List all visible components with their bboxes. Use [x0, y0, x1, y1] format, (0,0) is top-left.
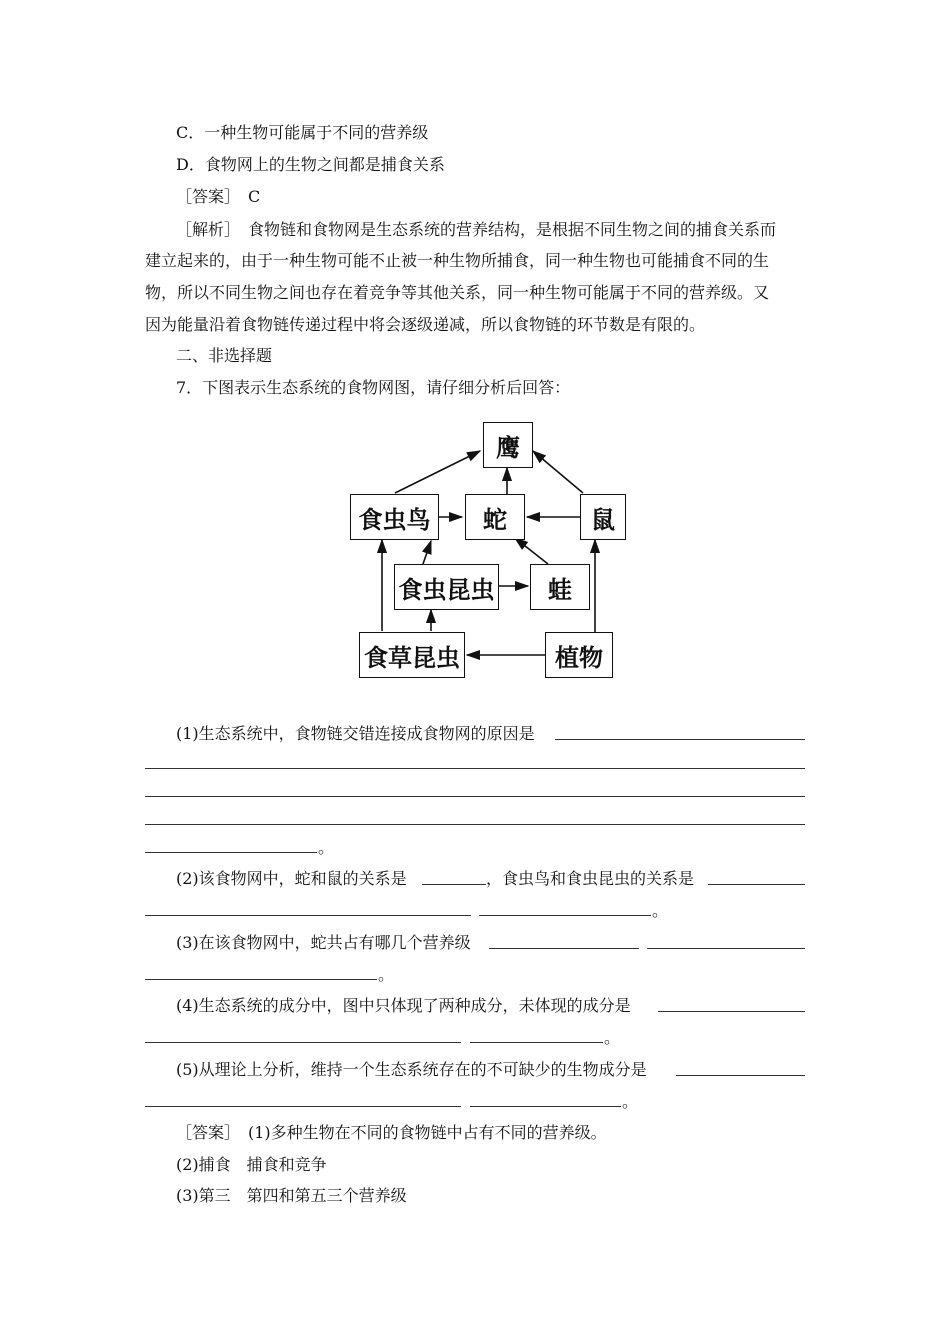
answer-blank — [708, 884, 805, 885]
answer-blank — [479, 915, 651, 916]
answer-7-3: (3)第三 第四和第五三个营养级 — [176, 1186, 407, 1205]
question-2b: ，食虫鸟和食虫昆虫的关系是 — [486, 869, 695, 888]
period: 。 — [652, 901, 669, 920]
question-1: (1)生态系统中，食物链交错连接成食物网的原因是 — [176, 724, 535, 743]
period: 。 — [318, 838, 335, 857]
option-c: C．一种生物可能属于不同的营养级 — [176, 123, 429, 142]
question-2a: (2)该食物网中，蛇和鼠的关系是 — [176, 869, 407, 888]
analysis-line-2: 建立起来的，由于一种生物可能不止被一种生物所捕食，同一种生物也可能捕食不同的生 — [145, 251, 770, 270]
answer-blank — [470, 1042, 603, 1043]
option-d: D．食物网上的生物之间都是捕食关系 — [176, 155, 445, 174]
answer-blank — [145, 768, 805, 769]
question-5: (5)从理论上分析，维持一个生态系统存在的不可缺少的生物成分是 — [176, 1060, 647, 1079]
answer-blank — [555, 739, 805, 740]
node-insect-bird: 食虫鸟 — [350, 494, 439, 540]
section-title: 二、非选择题 — [176, 346, 273, 365]
node-mouse: 鼠 — [580, 494, 626, 540]
analysis-line-1: ［解析］ 食物链和食物网是生态系统的营养结构，是根据不同生物之间的捕食关系而 — [176, 220, 777, 239]
question-3: (3)在该食物网中，蛇共占有哪几个营养级 — [176, 933, 471, 952]
answer-blank — [145, 824, 805, 825]
arrow-frog-to-snake — [515, 538, 548, 564]
answer-blank — [658, 1011, 805, 1012]
answer-blank — [145, 1106, 461, 1107]
answer-blank — [422, 884, 486, 885]
food-web-diagram — [345, 418, 625, 683]
node-frog: 蛙 — [530, 564, 590, 610]
answer-blank — [489, 948, 639, 949]
node-insect-eating-insect: 食虫昆虫 — [394, 564, 499, 610]
answer-7-2: (2)捕食 捕食和竞争 — [176, 1155, 327, 1174]
arrow-insect-insect-to-insect-bird — [423, 541, 431, 564]
answer-blank — [647, 948, 805, 949]
analysis-line-4: 因为能量沿着食物链传递过程中将会逐级递减，所以食物链的环节数是有限的。 — [145, 315, 706, 334]
arrow-insect-bird-to-eagle — [395, 451, 480, 493]
node-herbivorous-insect: 食草昆虫 — [359, 632, 465, 678]
answer-blank — [145, 979, 377, 980]
period: 。 — [378, 965, 395, 984]
node-eagle: 鹰 — [483, 422, 533, 468]
answer-blank — [145, 1042, 461, 1043]
arrow-mouse-to-eagle — [533, 451, 583, 493]
answer-6: ［答案］ C — [176, 187, 261, 206]
answer-blank — [145, 915, 471, 916]
period: 。 — [622, 1092, 639, 1111]
question-7-stem: 7．下图表示生态系统的食物网图，请仔细分析后回答： — [176, 378, 571, 397]
period: 。 — [604, 1028, 621, 1047]
answer-blank — [145, 852, 317, 853]
question-4: (4)生态系统的成分中，图中只体现了两种成分，未体现的成分是 — [176, 996, 631, 1015]
answer-blank — [676, 1075, 805, 1076]
answer-7-1: ［答案］ (1)多种生物在不同的食物链中占有不同的营养级。 — [176, 1123, 607, 1142]
node-plant: 植物 — [545, 632, 613, 678]
node-snake: 蛇 — [465, 494, 525, 540]
analysis-line-3: 物，所以不同生物之间也存在着竞争等其他关系，同一种生物可能属于不同的营养级。又 — [145, 283, 770, 302]
answer-blank — [470, 1106, 621, 1107]
answer-blank — [145, 796, 805, 797]
